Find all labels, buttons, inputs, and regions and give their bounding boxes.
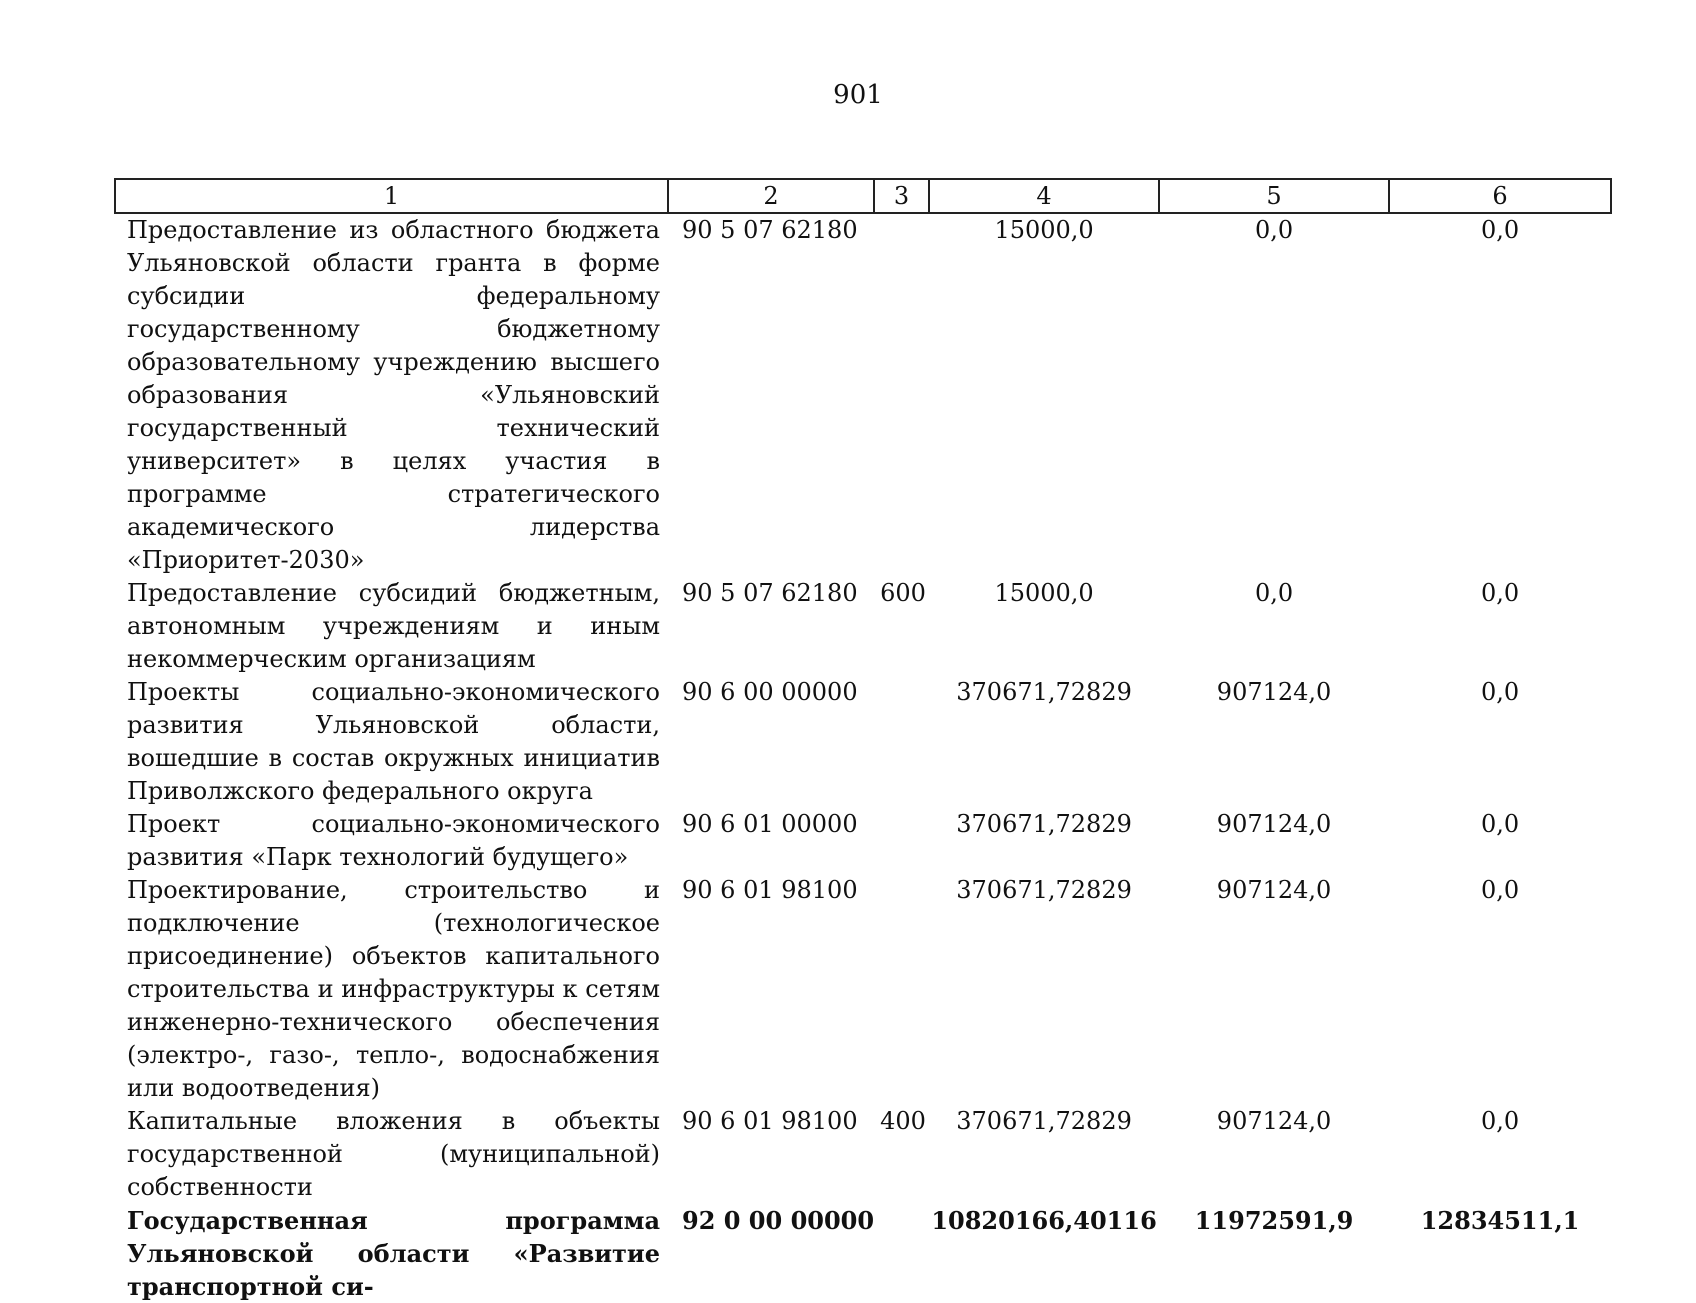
column-header-5: 5 [1159, 179, 1389, 213]
row-name: Предоставление из областного бюджета Ульяновской области гранта в форме субсидии федеральному государственному бюджетному образовательному учреждению высшего образования «Ульяновский государственный технический университет» в целях участия в программе стратегического академического лидерства «Приоритет-2030» [127, 216, 660, 574]
row-name: Предоставление субсидий бюджетным, автономным учреждениям и иным некоммерческим организациям [127, 579, 660, 673]
table-row [115, 874, 1611, 1105]
row-name: Проект социально-экономического развития «Парк технологий будущего» [127, 810, 660, 871]
row-value-2: 11972591,9 [1194, 1206, 1354, 1235]
row-value-1: 370671,72829 [956, 678, 1132, 706]
row-value-1: 370671,72829 [956, 876, 1132, 904]
row-value-3: 0,0 [1480, 810, 1520, 838]
row-value-3: 0,0 [1480, 876, 1520, 904]
column-header-6: 6 [1389, 179, 1611, 213]
row-code: 92 0 00 00000 [682, 1206, 875, 1235]
row-value-3: 0,0 [1480, 1107, 1520, 1135]
row-type [874, 874, 929, 1105]
row-name: Проектирование, строительство и подключение (технологическое присоединение) объектов капитального строительства и инфраструктуры к сетям инженерно-технического обеспечения (электро-, газо-, тепло-, водоснабжения или водоотведения) [127, 876, 660, 1102]
row-value-2: 0,0 [1254, 216, 1294, 244]
row-value-3: 0,0 [1480, 678, 1520, 706]
row-name: Капитальные вложения в объекты государственной (муниципальной) собственности [127, 1107, 660, 1201]
row-value-2: 907124,0 [1216, 678, 1332, 706]
row-value-1: 10820166,40116 [931, 1206, 1157, 1235]
page-number: 901 [833, 80, 883, 110]
row-value-1: 15000,0 [994, 579, 1094, 607]
row-type [874, 808, 929, 874]
row-value-1: 15000,0 [994, 216, 1094, 244]
row-code: 90 6 01 98100 [682, 1107, 858, 1135]
row-value-3: 0,0 [1480, 216, 1520, 244]
row-type [874, 1204, 929, 1303]
row-value-1: 370671,72829 [956, 810, 1132, 838]
row-type: 600 [880, 579, 926, 607]
column-header-1: 1 [115, 179, 668, 213]
table-row [115, 1204, 1611, 1303]
row-type: 400 [880, 1107, 926, 1135]
table-row [115, 1105, 1611, 1204]
row-value-2: 0,0 [1254, 579, 1294, 607]
row-code: 90 6 01 00000 [682, 810, 858, 838]
row-type [874, 676, 929, 808]
row-type [874, 213, 929, 577]
row-code: 90 6 01 98100 [682, 876, 858, 904]
column-header-2: 2 [668, 179, 874, 213]
row-value-2: 907124,0 [1216, 876, 1332, 904]
row-value-3: 12834511,1 [1420, 1206, 1580, 1235]
budget-table [114, 178, 1612, 1303]
table-row [115, 808, 1611, 874]
row-name: Государственная программа Ульяновской области «Развитие транспортной си- [127, 1206, 660, 1301]
table-row [115, 676, 1611, 808]
row-value-2: 907124,0 [1216, 810, 1332, 838]
row-code: 90 5 07 62180 [682, 579, 858, 607]
column-header-3: 3 [874, 179, 929, 213]
row-value-3: 0,0 [1480, 579, 1520, 607]
table-row [115, 213, 1611, 577]
table-header-row [115, 179, 1611, 213]
row-name: Проекты социально-экономического развития Ульяновской области, вошедшие в состав окружных инициатив Приволжского федерального округа [127, 678, 660, 805]
column-header-4: 4 [929, 179, 1159, 213]
row-value-1: 370671,72829 [956, 1107, 1132, 1135]
row-code: 90 6 00 00000 [682, 678, 858, 706]
row-code: 90 5 07 62180 [682, 216, 858, 244]
table-row [115, 577, 1611, 676]
row-value-2: 907124,0 [1216, 1107, 1332, 1135]
